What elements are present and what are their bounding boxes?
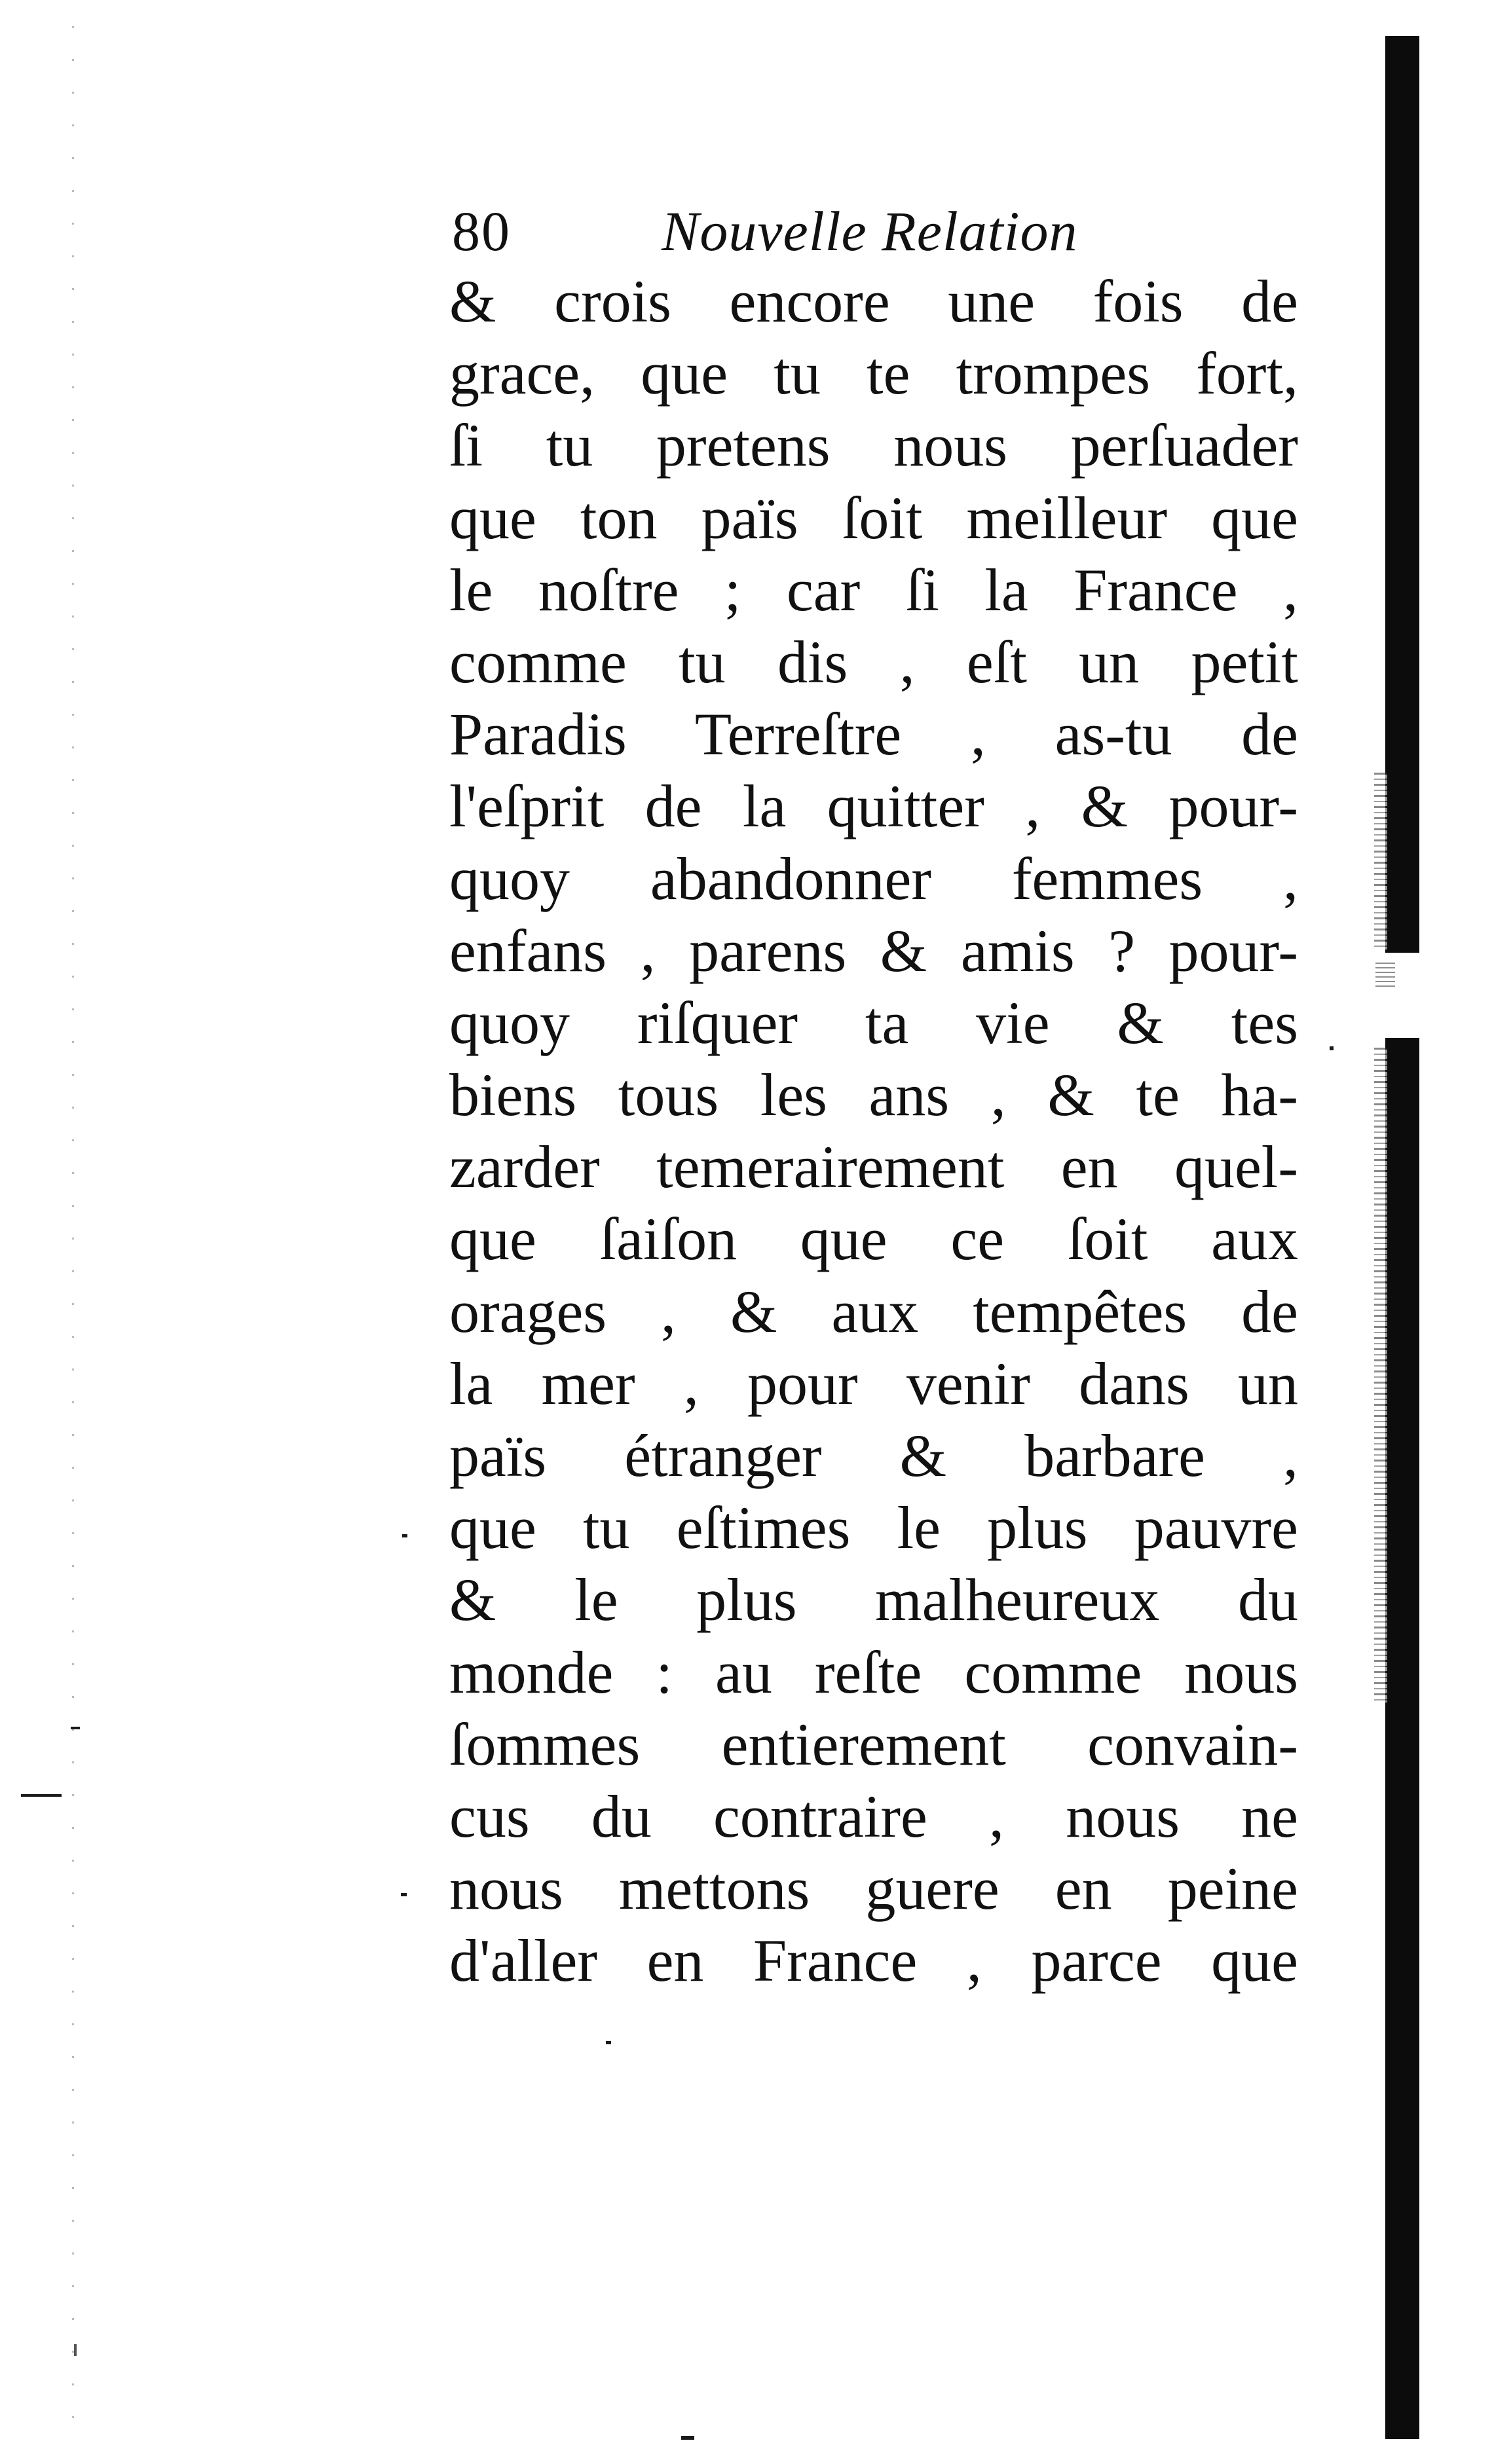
text-line: monde : au reſte comme nous — [449, 1638, 1298, 1706]
margin-mark — [71, 1727, 80, 1729]
left-margin-dots — [72, 26, 74, 2449]
margin-mark — [74, 2344, 77, 2356]
text-line: enfans , parens & amis ? pour- — [449, 917, 1298, 984]
running-title: Nouvelle Relation — [662, 200, 1078, 263]
text-line: cus du contraire , nous ne — [449, 1782, 1298, 1850]
text-line: que tu eſtimes le plus pauvre — [449, 1494, 1298, 1562]
text-line: & le plus malheureux du — [449, 1566, 1298, 1634]
running-head — [452, 195, 1303, 267]
text-line: comme tu dis , eſt un petit — [449, 628, 1298, 695]
text-line: grace, que tu te trompes fort, — [449, 340, 1298, 407]
margin-mark — [606, 2041, 611, 2044]
text-line: & crois encore une fois de — [449, 268, 1298, 335]
text-line: nous mettons guere en peine — [449, 1855, 1298, 1922]
margin-mark — [402, 1534, 407, 1537]
margin-rule — [21, 1794, 62, 1797]
text-line: l'eſprit de la quitter , & pour- — [449, 773, 1298, 840]
text-line: biens tous les ans , & te ha- — [449, 1061, 1298, 1129]
text-line: Paradis Terreſtre , as-tu de — [449, 701, 1298, 768]
text-line: païs étranger & barbare , — [449, 1422, 1298, 1489]
text-line: orages , & aux tempêtes de — [449, 1278, 1298, 1345]
body-text — [449, 265, 1298, 1997]
text-line: le noſtre ; car ſi la France , — [449, 556, 1298, 623]
text-line: zarder temerairement en quel- — [449, 1133, 1298, 1201]
text-line: quoy abandonner femmes , — [449, 845, 1298, 912]
binding-shadow-speck — [1375, 963, 1395, 989]
text-line: que ſaiſon que ce ſoit aux — [449, 1205, 1298, 1273]
gutter-dot — [1330, 1046, 1334, 1050]
text-line: que ton païs ſoit meilleur que — [449, 484, 1298, 551]
text-line: ſommes entierement convain- — [449, 1710, 1298, 1778]
margin-mark — [681, 2436, 694, 2440]
binding-shadow-edge — [1374, 773, 1387, 949]
binding-shadow — [1385, 36, 1419, 2439]
text-line: d'aller en France , parce que — [449, 1927, 1298, 1995]
page-number: 80 — [452, 200, 511, 263]
text-line: la mer , pour venir dans un — [449, 1350, 1298, 1417]
text-line: quoy riſquer ta vie & tes — [449, 989, 1298, 1056]
margin-mark — [401, 1893, 407, 1896]
text-line: ſi tu pretens nous perſuader — [449, 412, 1298, 479]
binding-shadow-edge — [1374, 1048, 1387, 1702]
